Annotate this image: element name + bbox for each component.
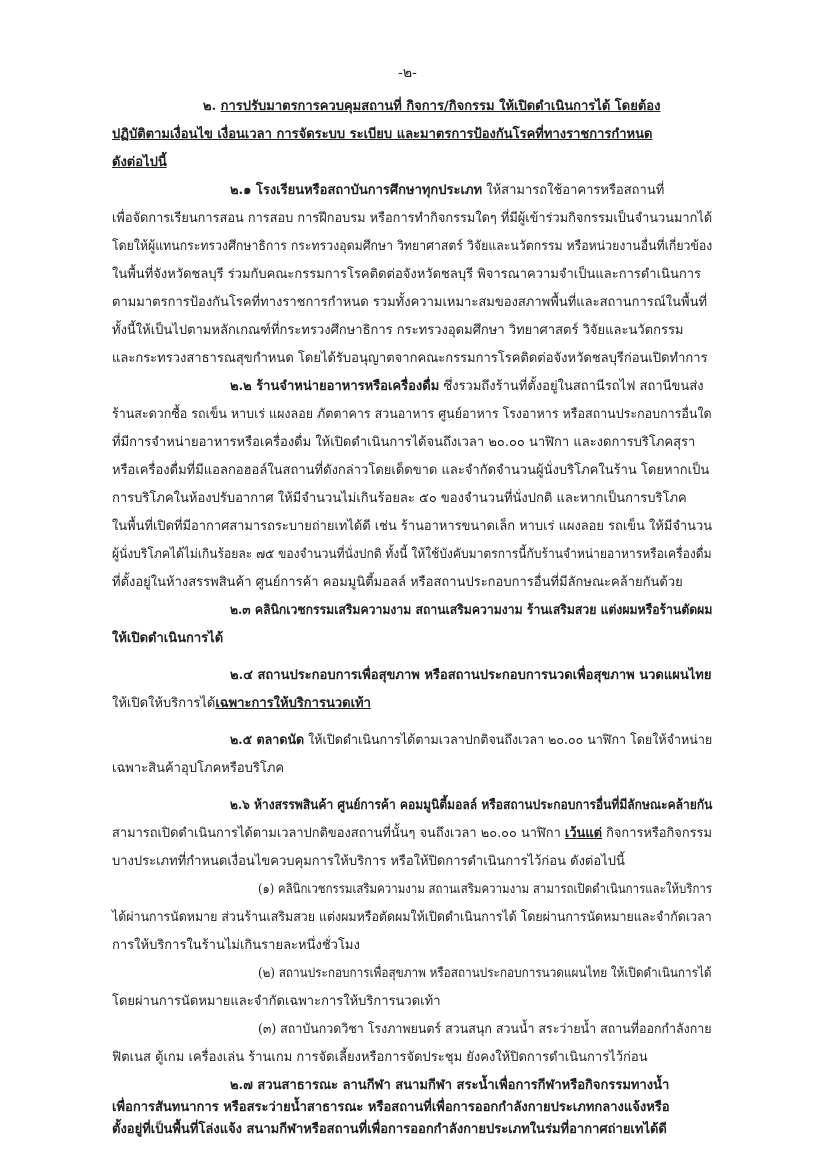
para-2-4-text: ให้เปิดให้บริการได้ [112, 696, 216, 711]
para-2-1-line-1 [230, 181, 664, 201]
para-2-2-line-3: ที่มีการจำหน่ายอาหารหรือเครื่องดื่ม ให้เปิดดำเนินการได้จนถึงเวลา ๒๐.๐๐ นาฬิกา และงดการบริโภคสุรา [112, 435, 696, 450]
para-2-6-item-1-line-3: การให้บริการในร้านไม่เกินรายละหนึ่งชั่วโมง [112, 938, 360, 953]
para-2-5-line-1 [230, 731, 712, 751]
para-2-2-text: ซึ่งรวมถึงร้านที่ตั้งอยู่ในสถานีรถไฟ สถานีขนส่ง [439, 379, 704, 394]
para-2-7-line-2: เพื่อการสันทนาการ หรือสระว่ายน้ำสาธารณะ หรือสถานที่เพื่อการออกกำลังกายประเภทกลางแจ้งหรือ [112, 1100, 670, 1115]
para-2-2-heading: ๒.๒ ร้านจำหน่ายอาหารหรือเครื่องดื่ม [230, 379, 440, 394]
para-2-1-line-4: ในพื้นที่จังหวัดชลบุรี ร่วมกับคณะกรรมการโรคติดต่อจังหวัดชลบุรี พิจารณาความจำเป็นและการดำเนินการ [112, 267, 701, 282]
para-2-2-line-1 [230, 377, 704, 397]
section-2-heading-line-3: ดังต่อไปนี้ [112, 155, 167, 170]
para-2-6-except: เว้นแต่ [564, 826, 603, 841]
para-2-7-line-3: ตั้งอยู่ที่เป็นพื้นที่โล่งแจ้ง สนามกีฬาหรือสถานที่เพื่อการออกกำลังกายประเภทในร่มที่อากาศถ่ายเทได้ดี [112, 1122, 667, 1137]
para-2-6-item-1-line-1: (๑) คลินิกเวชกรรมเสริมความงาม สถานเสริมความงาม สามารถเปิดดำเนินการและให้บริการ [258, 882, 713, 897]
section-2-heading-line-1 [203, 97, 660, 117]
para-2-1-line-3: โดยให้ผู้แทนกระทรวงศึกษาธิการ กระทรวงอุดมศึกษา วิทยาศาสตร์ วิจัยและนวัตกรรม หรือหน่วยงานอื่นที่เกี่ยวข้อง [112, 239, 713, 254]
para-2-2-line-5: การบริโภคในห้องปรับอากาศ ให้มีจำนวนไม่เกินร้อยละ ๕๐ ของจำนวนที่นั่งปกติ และหากเป็นการบริโภค [112, 491, 687, 506]
para-2-1-text: ให้สามารถใช้อาคารหรือสถานที่ [482, 183, 665, 198]
para-2-1-line-7: และกระทรวงสาธารณสุขกำหนด โดยได้รับอนุญาตจากคณะกรรมการโรคติดต่อจังหวัดชลบุรีก่อนเปิดทำการ [112, 351, 708, 366]
para-2-6-line-3: บางประเภทที่กำหนดเงื่อนไขควบคุมการให้บริการ หรือให้ปิดการดำเนินการไว้ก่อน ดังต่อไปนี้ [112, 854, 625, 869]
para-2-6-text-a: สามารถเปิดดำเนินการได้ตามเวลาปกติของสถานที่นั้นๆ จนถึงเวลา ๒๐.๐๐ นาฬิกา [112, 826, 565, 841]
para-2-1-heading: ๒.๑ โรงเรียนหรือสถาบันการศึกษาทุกประเภท [230, 183, 483, 198]
para-2-6-item-2-line-1: (๒) สถานประกอบการเพื่อสุขภาพ หรือสถานประกอบการนวดแผนไทย ให้เปิดดำเนินการได้ [258, 966, 712, 981]
para-2-5-heading: ๒.๕ ตลาดนัด [230, 733, 305, 748]
para-2-5-line-2: เฉพาะสินค้าอุปโภคหรือบริโภค [112, 761, 285, 776]
para-2-1-line-5: ตามมาตรการป้องกันโรคที่ทางราชการกำหนด รวมทั้งความเหมาะสมของสภาพพื้นที่และสถานการณ์ในพื้นที่ [112, 295, 708, 310]
para-2-4-line-1: ๒.๔ สถานประกอบการเพื่อสุขภาพ หรือสถานประกอบการนวดเพื่อสุขภาพ นวดแผนไทย [230, 668, 712, 683]
para-2-7-line-1: ๒.๗ สวนสาธารณะ ลานกีฬา สนามกีฬา สระน้ำเพื่อการกีฬาหรือกิจกรรมทางน้ำ [230, 1078, 670, 1093]
para-2-6-item-3-line-2: ฟิตเนส ตู้เกม เครื่องเล่น ร้านเกม การจัดเลี้ยงหรือการจัดประชุม ยังคงให้ปิดการดำเนินการไว้ก่อน [112, 1050, 648, 1065]
section-2-title-1: การปรับมาตรการควบคุมสถานที่ กิจการ/กิจกรรม ให้เปิดดำเนินการได้ โดยต้อง [220, 99, 661, 114]
para-2-1-line-2: เพื่อจัดการเรียนการสอน การสอบ การฝึกอบรม หรือการทำกิจกรรมใดๆ ที่มีผู้เข้าร่วมกิจกรรมเป็นจำนวนมากได้ [112, 211, 713, 226]
para-2-6-item-2-line-2: โดยผ่านการนัดหมายและจำกัดเฉพาะการให้บริการนวดเท้า [112, 994, 441, 1009]
section-2-heading-line-2: ปฏิบัติตามเงื่อนไข เงื่อนเวลา การจัดระบบ ระเบียบ และมาตรการป้องกันโรคที่ทางราชการกำหนด [112, 127, 653, 142]
para-2-5-text: ให้เปิดดำเนินการได้ตามเวลาปกติจนถึงเวลา ๒๐.๐๐ นาฬิกา โดยให้จำหน่าย [304, 733, 713, 748]
para-2-3-line-1: ๒.๓ คลินิกเวชกรรมเสริมความงาม สถานเสริมความงาม ร้านเสริมสวย แต่งผมหรือร้านตัดผม [230, 603, 713, 618]
para-2-2-line-2: ร้านสะดวกซื้อ รถเข็น หาบเร่ แผงลอย ภัตตาคาร สวนอาหาร ศูนย์อาหาร โรงอาหาร หรือสถานประกอบการอื่นใด [112, 407, 712, 422]
para-2-3-line-2: ให้เปิดดำเนินการได้ [112, 631, 224, 646]
section-2-number: ๒. [203, 99, 221, 114]
para-2-2-line-8: ที่ตั้งอยู่ในห้างสรรพสินค้า ศูนย์การค้า คอมมูนิตี้มอลล์ หรือสถานประกอบการอื่นที่มีลักษณะคล้ายกันด้วย [112, 575, 683, 590]
para-2-6-line-1: ๒.๖ ห้างสรรพสินค้า ศูนย์การค้า คอมมูนิตี้มอลล์ หรือสถานประกอบการอื่นที่มีลักษณะคล้ายกัน [230, 798, 713, 813]
para-2-6-text-c: กิจการหรือกิจกรรม [602, 826, 712, 841]
page-number: -๒- [398, 65, 417, 81]
para-2-4-emphasis: เฉพาะการให้บริการนวดเท้า [215, 696, 371, 711]
para-2-1-line-6: ทั้งนี้ให้เป็นไปตามหลักเกณฑ์ที่กระทรวงศึกษาธิการ กระทรวงอุดมศึกษา วิทยาศาสตร์ วิจัยและนวัตกรรม [112, 323, 684, 338]
para-2-6-line-2 [112, 824, 712, 844]
para-2-2-line-6: ในพื้นที่เปิดที่มีอากาศสามารถระบายถ่ายเทได้ดี เช่น ร้านอาหารขนาดเล็ก หาบเร่ แผงลอย รถเข็น ให้มีจำนวน [112, 519, 713, 534]
para-2-2-line-4: หรือเครื่องดื่มที่มีแอลกอฮอล์ในสถานที่ดังกล่าวโดยเด็ดขาด และจำกัดจำนวนผู้นั่งบริโภคในร้าน โดยหากเป็น [112, 463, 710, 478]
para-2-2-line-7: ผู้นั่งบริโภคได้ไม่เกินร้อยละ ๗๕ ของจำนวนที่นั่งปกติ ทั้งนี้ ให้ใช้บังคับมาตรการนี้กับร้านจำหน่ายอาหารหรือเครื่องดื่ม [112, 547, 712, 562]
para-2-6-item-1-line-2: ได้ผ่านการนัดหมาย ส่วนร้านเสริมสวย แต่งผมหรือตัดผมให้เปิดดำเนินการได้ โดยผ่านการนัดหมายและจำกัดเวลา [112, 910, 712, 925]
para-2-6-item-3-line-1: (๓) สถาบันกวดวิชา โรงภาพยนตร์ สวนสนุก สวนน้ำ สระว่ายน้ำ สถานที่ออกกำลังกาย [258, 1022, 712, 1037]
para-2-4-line-2 [112, 694, 371, 714]
